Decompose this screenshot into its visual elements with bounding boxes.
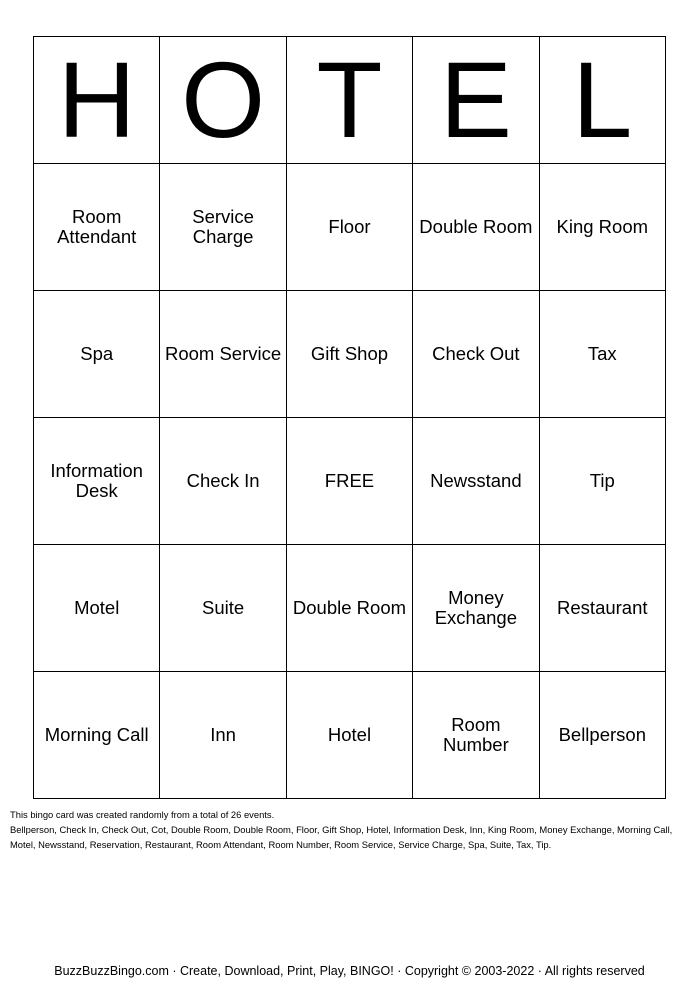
card-row xyxy=(34,164,666,291)
cell-label: Room Attendant xyxy=(57,206,137,247)
note-event-list: Bellperson, Check In, Check Out, Cot, Double Room, Double Room, Floor, Gift Shop, Hotel, Information Desk, Inn, King Room, Money Exchange, Morning Call, xyxy=(10,824,673,835)
header-letter-l: L xyxy=(539,37,665,164)
cell-label: Inn xyxy=(210,724,236,745)
cell-label: Hotel xyxy=(327,724,372,745)
bingo-cell xyxy=(34,545,160,672)
cell-label: Money Exchange xyxy=(434,587,518,628)
cell-label: Tax xyxy=(587,343,617,364)
bingo-cell xyxy=(413,291,539,418)
bingo-cell xyxy=(286,291,412,418)
bingo-cell xyxy=(539,418,665,545)
card-source-note xyxy=(10,807,690,852)
cell-label: Room Number xyxy=(442,714,509,755)
note-summary: This bingo card was created randomly from a total of 26 events. xyxy=(10,809,275,820)
cell-label: Restaurant xyxy=(557,597,648,618)
header-letter-o: O xyxy=(160,37,286,164)
header-row xyxy=(34,37,666,164)
bingo-cell xyxy=(413,164,539,291)
header-letter-h: H xyxy=(34,37,160,164)
note-event-list-continued: Motel, Newsstand, Reservation, Restaurant, Room Attendant, Room Number, Room Service, Service Charge, Spa, Suite, Tax, Tip. xyxy=(10,839,552,850)
cell-label: Morning Call xyxy=(44,724,149,745)
cell-label: Suite xyxy=(202,597,245,618)
bingo-cell xyxy=(160,545,286,672)
bingo-cell xyxy=(34,672,160,799)
cell-label: Service Charge xyxy=(192,206,254,247)
bingo-cell xyxy=(286,164,412,291)
cell-label: Information Desk xyxy=(50,460,143,501)
bingo-cell xyxy=(413,418,539,545)
bingo-cell xyxy=(34,291,160,418)
bingo-cell xyxy=(413,672,539,799)
free-space-cell xyxy=(286,418,412,545)
bingo-card xyxy=(33,36,666,799)
bingo-cell xyxy=(160,418,286,545)
cell-label: Spa xyxy=(80,343,114,364)
header-letter-t: T xyxy=(286,37,412,164)
cell-label: Check In xyxy=(186,470,260,491)
bingo-cell xyxy=(34,164,160,291)
cell-label: Newsstand xyxy=(430,470,522,491)
cell-label: FREE xyxy=(324,470,375,491)
cell-label: Floor xyxy=(328,216,371,237)
card-row xyxy=(34,291,666,418)
bingo-cell xyxy=(160,672,286,799)
bingo-cell xyxy=(539,545,665,672)
cell-label: Double Room xyxy=(292,597,407,618)
cell-label: King Room xyxy=(556,216,649,237)
bingo-cell xyxy=(539,672,665,799)
bingo-cell xyxy=(413,545,539,672)
bingo-cell xyxy=(160,291,286,418)
cell-label: Tip xyxy=(589,470,615,491)
cell-label: Bellperson xyxy=(558,724,646,745)
bingo-cell xyxy=(286,545,412,672)
bingo-cell xyxy=(539,164,665,291)
bingo-cell xyxy=(160,164,286,291)
header-letter-e: E xyxy=(413,37,539,164)
copyright-footer: BuzzBuzzBingo.com · Create, Download, Print, Play, BINGO! · Copyright © 2003-2022 · All rights reserved xyxy=(54,964,645,978)
bingo-cell xyxy=(286,672,412,799)
cell-label: Motel xyxy=(74,597,120,618)
bingo-cell xyxy=(34,418,160,545)
card-row xyxy=(34,672,666,799)
cell-label: Room Service xyxy=(164,343,282,364)
cell-label: Double Room xyxy=(419,216,533,237)
card-row xyxy=(34,418,666,545)
cell-label: Gift Shop xyxy=(310,343,389,364)
card-row xyxy=(34,545,666,672)
bingo-cell xyxy=(539,291,665,418)
cell-label: Check Out xyxy=(432,343,520,364)
